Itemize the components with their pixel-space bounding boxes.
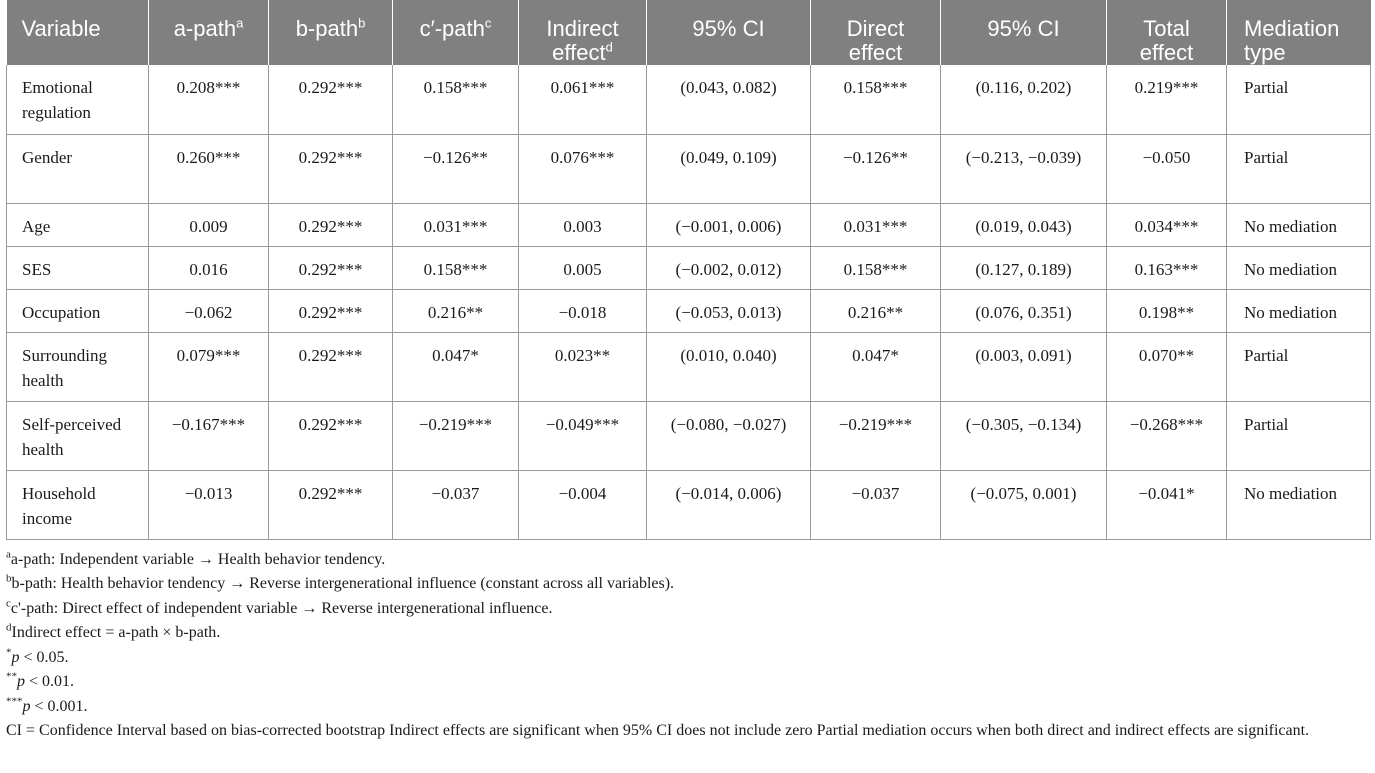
column-header bbox=[647, 0, 811, 65]
table-cell: 0.219*** bbox=[1107, 65, 1227, 134]
table-cell: (0.076, 0.351) bbox=[941, 289, 1107, 332]
row-variable-cell: Household income bbox=[7, 470, 149, 539]
column-header bbox=[393, 0, 519, 65]
table-cell: (−0.213, −0.039) bbox=[941, 134, 1107, 203]
table-cell: −0.018 bbox=[519, 289, 647, 332]
table-row bbox=[7, 470, 1371, 539]
table-cell: (−0.014, 0.006) bbox=[647, 470, 811, 539]
table-row bbox=[7, 401, 1371, 470]
column-header bbox=[811, 0, 941, 65]
table-cell: 0.216** bbox=[393, 289, 519, 332]
table-cell: −0.013 bbox=[149, 470, 269, 539]
mediation-analysis-table bbox=[6, 0, 1371, 540]
column-header-label: Variable bbox=[21, 16, 101, 41]
column-header-label: 95% CI bbox=[987, 16, 1060, 41]
row-variable-cell: Age bbox=[7, 203, 149, 246]
column-header bbox=[941, 0, 1107, 65]
footnote-marker: * bbox=[6, 646, 12, 659]
footnote-marker: d bbox=[6, 621, 12, 634]
table-row bbox=[7, 289, 1371, 332]
column-header-label: b-path bbox=[295, 16, 359, 41]
table-row bbox=[7, 332, 1371, 401]
table-cell: 0.292*** bbox=[269, 65, 393, 134]
table-cell: 0.061*** bbox=[519, 65, 647, 134]
table-cell: (−0.305, −0.134) bbox=[941, 401, 1107, 470]
table-row bbox=[7, 65, 1371, 134]
footnote bbox=[6, 572, 1370, 597]
footnote-text: b-path: Health behavior tendency → Reverse intergenerational influence (constant across all variables). bbox=[11, 575, 675, 592]
table-cell: 0.292*** bbox=[269, 470, 393, 539]
footnote-text: < 0.001. bbox=[30, 697, 88, 715]
footnote-marker: ** bbox=[6, 670, 17, 683]
table-cell: (0.116, 0.202) bbox=[941, 65, 1107, 134]
column-header-label: c′-path bbox=[419, 16, 485, 41]
table-cell: 0.003 bbox=[519, 203, 647, 246]
footnote bbox=[6, 695, 1370, 720]
table-cell: 0.158*** bbox=[811, 246, 941, 289]
footnote-text: Indirect effect = a-path × b-path. bbox=[11, 624, 221, 641]
footnote-marker: a bbox=[6, 548, 11, 561]
footnote-marker: b bbox=[358, 15, 366, 31]
footnote-p-symbol: p bbox=[11, 648, 20, 666]
table-cell: (0.019, 0.043) bbox=[941, 203, 1107, 246]
table-cell: −0.219*** bbox=[393, 401, 519, 470]
table-cell: 0.292*** bbox=[269, 246, 393, 289]
table-cell: −0.037 bbox=[811, 470, 941, 539]
table-cell: −0.268*** bbox=[1107, 401, 1227, 470]
column-header bbox=[519, 0, 647, 65]
footnote bbox=[6, 646, 1370, 671]
footnote bbox=[6, 621, 1370, 646]
table-cell: 0.070** bbox=[1107, 332, 1227, 401]
column-header-label: Direct effect bbox=[846, 16, 905, 65]
footnote bbox=[6, 670, 1370, 695]
footnote-p-symbol: p bbox=[22, 697, 31, 715]
footnote bbox=[6, 548, 1370, 573]
table-cell: −0.049*** bbox=[519, 401, 647, 470]
table-cell: (0.127, 0.189) bbox=[941, 246, 1107, 289]
table-cell: 0.009 bbox=[149, 203, 269, 246]
table-cell: 0.031*** bbox=[393, 203, 519, 246]
footnote-text: CI = Confidence Interval based on bias-corrected bootstrap Indirect effects are significant when 95% CI does not include zero Partial mediation occurs when both direct and indirect effects are significant. bbox=[6, 722, 1310, 739]
table-cell: −0.004 bbox=[519, 470, 647, 539]
footnote bbox=[6, 719, 1370, 744]
table-cell: 0.216** bbox=[811, 289, 941, 332]
table-cell: −0.126** bbox=[811, 134, 941, 203]
table-cell: 0.158*** bbox=[393, 65, 519, 134]
table-cell: 0.158*** bbox=[811, 65, 941, 134]
table-cell: 0.079*** bbox=[149, 332, 269, 401]
table-cell: (0.049, 0.109) bbox=[647, 134, 811, 203]
table-cell: 0.292*** bbox=[269, 203, 393, 246]
table-cell: −0.167*** bbox=[149, 401, 269, 470]
table-cell: 0.076*** bbox=[519, 134, 647, 203]
table-cell: 0.034*** bbox=[1107, 203, 1227, 246]
footnote-text: < 0.05. bbox=[19, 648, 69, 666]
footnote-p-symbol: p bbox=[17, 673, 25, 690]
row-variable-cell: Emotional regulation bbox=[7, 65, 149, 134]
column-header-label: 95% CI bbox=[692, 16, 765, 41]
row-variable-cell: Self-perceived health bbox=[7, 401, 149, 470]
column-header bbox=[1107, 0, 1227, 65]
column-header-label: Total effect bbox=[1139, 16, 1194, 65]
table-cell: No mediation bbox=[1227, 203, 1371, 246]
table-footnotes bbox=[6, 548, 1370, 744]
footnote-marker: b bbox=[6, 572, 12, 585]
column-header-label: Indirect effect bbox=[546, 16, 619, 65]
table-cell: 0.292*** bbox=[269, 332, 393, 401]
footnote bbox=[6, 597, 1370, 622]
column-header bbox=[269, 0, 393, 65]
table-cell: 0.292*** bbox=[269, 401, 393, 470]
table-cell: 0.158*** bbox=[393, 246, 519, 289]
table-cell: 0.260*** bbox=[149, 134, 269, 203]
table-cell: 0.031*** bbox=[811, 203, 941, 246]
table-cell: 0.292*** bbox=[269, 134, 393, 203]
row-variable-cell: Occupation bbox=[7, 289, 149, 332]
table-cell: 0.005 bbox=[519, 246, 647, 289]
table-cell: Partial bbox=[1227, 332, 1371, 401]
table-cell: −0.126** bbox=[393, 134, 519, 203]
column-header bbox=[1227, 0, 1371, 65]
table-cell: 0.198** bbox=[1107, 289, 1227, 332]
column-header-label: Mediation type bbox=[1244, 16, 1340, 65]
table-cell: (−0.080, −0.027) bbox=[647, 401, 811, 470]
footnote-marker: a bbox=[236, 15, 244, 31]
table-cell: (0.010, 0.040) bbox=[647, 332, 811, 401]
table-cell: (−0.001, 0.006) bbox=[647, 203, 811, 246]
column-header bbox=[7, 0, 149, 65]
table-cell: (−0.002, 0.012) bbox=[647, 246, 811, 289]
table-row bbox=[7, 246, 1371, 289]
table-header-row bbox=[7, 0, 1371, 65]
table-cell: 0.163*** bbox=[1107, 246, 1227, 289]
table-cell: 0.292*** bbox=[269, 289, 393, 332]
table-cell: No mediation bbox=[1227, 289, 1371, 332]
table-cell: Partial bbox=[1227, 65, 1371, 134]
table-cell: (0.043, 0.082) bbox=[647, 65, 811, 134]
table-cell: 0.047* bbox=[811, 332, 941, 401]
mediation-table-container bbox=[6, 0, 1370, 744]
table-cell: −0.037 bbox=[393, 470, 519, 539]
table-cell: 0.208*** bbox=[149, 65, 269, 134]
table-cell: (−0.075, 0.001) bbox=[941, 470, 1107, 539]
table-cell: 0.016 bbox=[149, 246, 269, 289]
table-cell: 0.047* bbox=[393, 332, 519, 401]
row-variable-cell: Surrounding health bbox=[7, 332, 149, 401]
table-row bbox=[7, 134, 1371, 203]
table-body bbox=[7, 65, 1371, 539]
table-cell: Partial bbox=[1227, 134, 1371, 203]
footnote-text: c'-path: Direct effect of independent variable → Reverse intergenerational influence. bbox=[10, 599, 553, 617]
footnote-marker: c bbox=[6, 597, 11, 610]
column-header-label: a-path bbox=[173, 16, 237, 41]
column-header bbox=[149, 0, 269, 65]
table-cell: −0.219*** bbox=[811, 401, 941, 470]
footnote-marker: *** bbox=[6, 695, 23, 708]
table-cell: −0.062 bbox=[149, 289, 269, 332]
footnote-marker: d bbox=[605, 39, 613, 55]
table-cell: Partial bbox=[1227, 401, 1371, 470]
table-cell: −0.050 bbox=[1107, 134, 1227, 203]
table-cell: 0.023** bbox=[519, 332, 647, 401]
table-row bbox=[7, 203, 1371, 246]
footnote-marker: c bbox=[484, 15, 492, 31]
table-cell: No mediation bbox=[1227, 470, 1371, 539]
row-variable-cell: SES bbox=[7, 246, 149, 289]
table-cell: (−0.053, 0.013) bbox=[647, 289, 811, 332]
table-cell: No mediation bbox=[1227, 246, 1371, 289]
footnote-text: < 0.01. bbox=[25, 673, 75, 690]
row-variable-cell: Gender bbox=[7, 134, 149, 203]
footnote-text: a-path: Independent variable → Health behavior tendency. bbox=[10, 550, 386, 568]
table-cell: (0.003, 0.091) bbox=[941, 332, 1107, 401]
table-cell: −0.041* bbox=[1107, 470, 1227, 539]
